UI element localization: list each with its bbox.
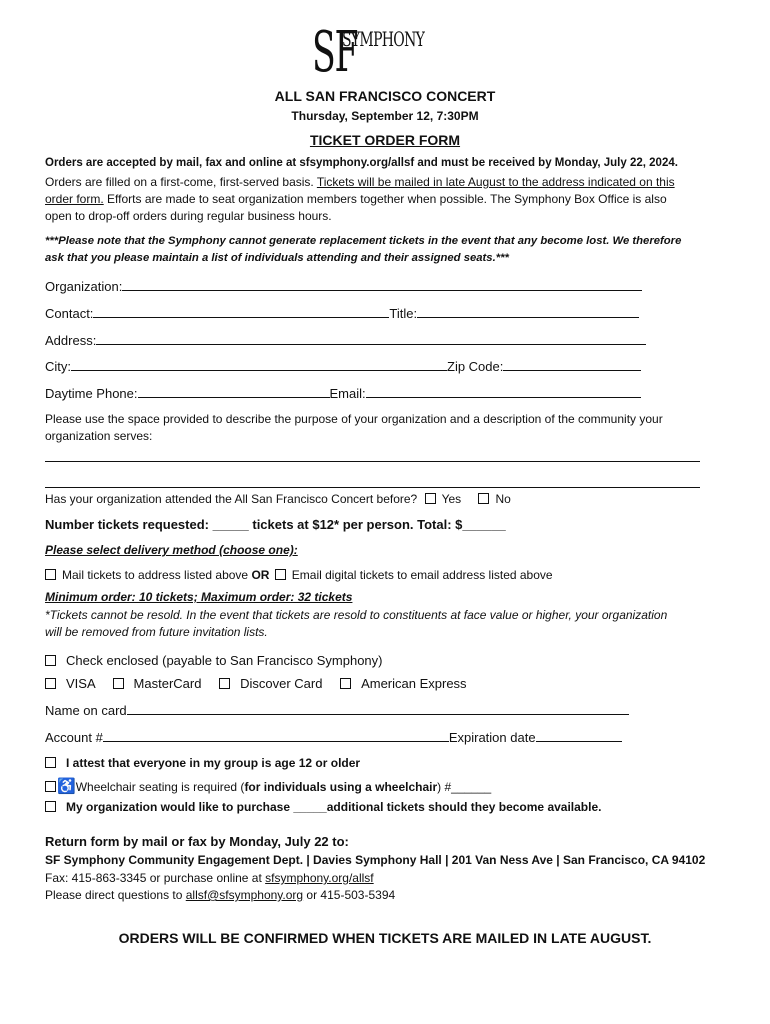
age-attest: [45, 756, 360, 770]
attended-question: [45, 492, 511, 506]
fax-line: [45, 871, 374, 885]
expiration-line[interactable]: [536, 730, 622, 742]
tickets-requested[interactable]: Number tickets requested: _____ tickets at $12* per person. Total: $______: [45, 517, 506, 532]
account-label: Account #: [45, 730, 103, 745]
address-line[interactable]: [96, 333, 646, 345]
attended-question-text: Has your organization attended the All San Francisco Concert before?: [45, 492, 418, 506]
wheelchair-label-c: ) #______: [437, 780, 492, 794]
fax-text: Fax: 415-863-3345 or purchase online at: [45, 871, 266, 885]
delivery-options: [45, 568, 553, 582]
city-field[interactable]: [45, 359, 641, 374]
additional-checkbox[interactable]: [45, 801, 56, 812]
sf-symphony-logo: [312, 22, 462, 86]
email-option-label: Email digital tickets to email address listed above: [291, 568, 553, 582]
notice-line-1: ***Please note that the Symphony cannot generate replacement tickets in the event that any become lost. We therefore: [45, 235, 682, 247]
address-label: Address:: [45, 333, 97, 348]
purpose-blank-1[interactable]: [45, 461, 700, 462]
no-label: No: [495, 492, 511, 506]
organization-field[interactable]: [45, 279, 642, 294]
check-option: [45, 653, 383, 668]
name-on-card-line[interactable]: [127, 703, 629, 715]
expiration-label: Expiration date: [448, 730, 536, 745]
phone-email-field[interactable]: [45, 386, 641, 401]
age-checkbox[interactable]: [45, 757, 56, 768]
phone-label: Daytime Phone:: [45, 386, 138, 401]
zip-label: Zip Code:: [447, 359, 504, 374]
contact-field[interactable]: [45, 306, 639, 321]
check-label: Check enclosed (payable to San Francisco Symphony): [66, 653, 383, 668]
organization-line[interactable]: [122, 279, 642, 291]
city-line[interactable]: [71, 359, 447, 371]
purpose-blank-2[interactable]: [45, 487, 700, 488]
account-field[interactable]: [45, 730, 622, 745]
visa-label: VISA: [66, 676, 95, 691]
age-attest-label: I attest that everyone in my group is age 12 or older: [66, 756, 361, 770]
card-options: [45, 676, 467, 691]
organization-label: Organization:: [45, 279, 123, 294]
no-checkbox[interactable]: [478, 493, 489, 504]
additional-label: My organization would like to purchase _____additional tickets should they become available.: [66, 800, 602, 814]
logo-sf: SF: [312, 20, 358, 85]
intro-bold-line: Orders are accepted by mail, fax and online at sfsymphony.org/allsf and must be received by Monday, July 22, 2024.: [45, 157, 678, 169]
name-on-card-field[interactable]: [45, 703, 629, 718]
min-max-order: Minimum order: 10 tickets; Maximum order: 32 tickets: [45, 590, 353, 604]
event-title: ALL SAN FRANCISCO CONCERT: [274, 88, 496, 104]
mastercard-label: MasterCard: [133, 676, 202, 691]
zip-line[interactable]: [503, 359, 641, 371]
address-field[interactable]: [45, 333, 646, 348]
mail-option-label: Mail tickets to address listed above: [62, 568, 249, 582]
check-checkbox[interactable]: [45, 655, 56, 666]
questions-text: Please direct questions to: [45, 888, 186, 902]
return-header: Return form by mail or fax by Monday, July 22 to:: [45, 834, 349, 849]
resale-line-1: *Tickets cannot be resold. In the event that tickets are resold to constituents at face value or higher, your organization: [45, 608, 668, 622]
email-checkbox[interactable]: [275, 569, 286, 580]
phone-line[interactable]: [138, 386, 330, 398]
mastercard-checkbox[interactable]: [113, 678, 124, 689]
contact-label: Contact:: [45, 306, 94, 321]
event-date: Thursday, September 12, 7:30PM: [291, 109, 479, 123]
confirmation-notice: ORDERS WILL BE CONFIRMED WHEN TICKETS ARE MAILED IN LATE AUGUST.: [118, 930, 652, 946]
wheelchair-label-b: for individuals using a wheelchair: [244, 780, 438, 794]
yes-label: Yes: [441, 492, 462, 506]
mail-checkbox[interactable]: [45, 569, 56, 580]
delivery-header: Please select delivery method (choose one):: [45, 543, 298, 557]
amex-checkbox[interactable]: [340, 678, 351, 689]
wheelchair-icon: ♿: [57, 778, 76, 795]
title-label: Title:: [389, 306, 418, 321]
amex-label: American Express: [361, 676, 467, 691]
or-label: OR: [251, 568, 270, 582]
form-title: TICKET ORDER FORM: [309, 132, 461, 148]
contact-line[interactable]: [93, 306, 389, 318]
intro-line-3a: order form.: [45, 192, 104, 206]
intro-line-4: open to drop-off orders during regular business hours.: [45, 209, 332, 223]
discover-checkbox[interactable]: [219, 678, 230, 689]
questions-email-link[interactable]: allsf@sfsymphony.org: [185, 888, 304, 902]
email-label: Email:: [329, 386, 366, 401]
intro-line-3: [45, 192, 667, 206]
email-line[interactable]: [366, 386, 641, 398]
account-line[interactable]: [103, 730, 449, 742]
resale-line-2: will be removed from future invitation lists.: [45, 625, 268, 639]
wheelchair-label-a: Wheelchair seating is required (: [75, 780, 245, 794]
mailing-address: SF Symphony Community Engagement Dept. | Davies Symphony Hall | 201 Van Ness Ave | San Francisco, CA 94102: [45, 853, 706, 867]
city-label: City:: [45, 359, 71, 374]
intro-line-2: [45, 175, 675, 189]
questions-phone: or 415-503-5394: [303, 888, 396, 902]
wheelchair-checkbox[interactable]: [45, 781, 56, 792]
intro-line-2a: Orders are filled on a first-come, first-served basis.: [45, 175, 317, 189]
purchase-link[interactable]: sfsymphony.org/allsf: [265, 871, 374, 885]
questions-line: [45, 888, 395, 902]
logo-symphony: SYMPHONY: [342, 27, 425, 51]
additional-tickets: [45, 800, 601, 814]
yes-checkbox[interactable]: [425, 493, 436, 504]
notice-line-2: ask that you please maintain a list of individuals attending and their assigned seats.***: [45, 252, 509, 264]
title-line[interactable]: [417, 306, 639, 318]
visa-checkbox[interactable]: [45, 678, 56, 689]
purpose-line-1: Please use the space provided to describe the purpose of your organization and a description of the community your: [45, 412, 663, 426]
intro-line-2b: Tickets will be mailed in late August to the address indicated on this: [316, 175, 675, 189]
purpose-line-2: organization serves:: [45, 429, 153, 443]
name-on-card-label: Name on card: [45, 703, 127, 718]
discover-label: Discover Card: [240, 676, 323, 691]
intro-line-3b: Efforts are made to seat organization members together when possible. The Symphony Box Office is also: [103, 192, 667, 206]
wheelchair-row: [45, 777, 491, 795]
